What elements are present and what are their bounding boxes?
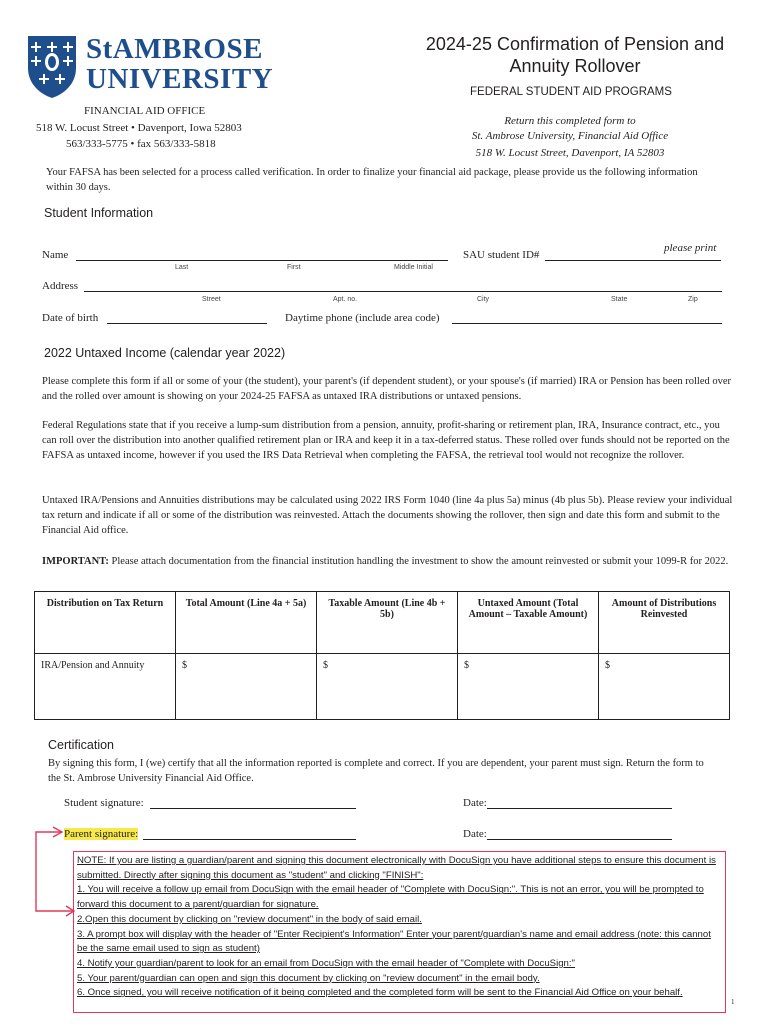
street-caption: Street (202, 296, 221, 303)
note-step-6: 6. Once signed, you will receive notification of it being completed and the completed form will be sent to the Financial Aid Office on your behalf. (77, 987, 683, 999)
docusign-note-box (73, 851, 726, 1013)
student-date-label: Date: (463, 797, 487, 809)
intro-text: Your FAFSA has been selected for a process called verification. In order to finalize your financial aid package, please provide us the following information within 30 days. (46, 167, 698, 193)
note-step-3: 3. A prompt box will display with the header of "Enter Recipient's Information" Enter your parent/guardian's name and email address (note: this cannot be the same email used to sign as student) (77, 928, 711, 955)
phone-label: Daytime phone (include area code) (285, 312, 440, 324)
parent-date-field[interactable] (487, 826, 672, 840)
please-print-note: please print (664, 242, 717, 254)
taxable-amount-cell[interactable]: $ (317, 654, 458, 720)
important-text: Please attach documentation from the financial institution handling the investment to show the amount reinvested or submit your 1099-R for 2022. (108, 556, 729, 567)
untaxed-paragraph-3: Untaxed IRA/Pensions and Annuities distributions may be calculated using 2022 IRS Form 1040 (line 4a plus 5a) minus (4b plus 5b). Please review your individual tax return and indicate if all or some of the distribution was reinvested. Attach the documents showing the rollover, then sign and date this form and submit to the Financial Aid office. (42, 495, 733, 536)
dob-field[interactable] (107, 309, 267, 324)
note-step-5: 5. Your parent/guardian can open and sign this document by clicking on "review document" in the email body. (77, 972, 540, 984)
untaxed-heading: 2022 Untaxed Income (calendar year 2022) (44, 346, 286, 360)
reinvested-amount-cell[interactable]: $ (599, 654, 730, 720)
office-name: FINANCIAL AID OFFICE (84, 105, 206, 117)
address-label: Address (42, 280, 79, 292)
apt-caption: Apt. no. (333, 296, 358, 303)
state-caption: State (611, 296, 628, 303)
header-total-amount: Total Amount (Line 4a + 5a) (176, 592, 317, 654)
city-caption: City (477, 296, 490, 303)
return-line-1: Return this completed form to (504, 115, 636, 127)
name-label: Name (42, 249, 69, 261)
certification-text: By signing this form, I (we) certify that all the information reported is complete and correct. If you are dependent, your parent must sign. Return the form to the St. Ambrose University Financial Aid Office. (48, 758, 704, 784)
page-number: 1 (731, 998, 735, 1006)
office-address: 518 W. Locust Street • Davenport, Iowa 52803 (36, 122, 242, 134)
sau-id-field[interactable] (545, 246, 721, 261)
student-signature-label: Student signature: (64, 797, 144, 809)
logo-text-top: StAMBROSE (86, 33, 263, 65)
middle-caption: Middle Initial (394, 264, 433, 271)
logo-text-bottom: UNIVERSITY (86, 63, 274, 95)
note-step-1: 1. You will receive a follow up email from DocuSign with the email header of "Complete with DocuSign:". This is not an error, you will be prompted to forward this document to a parent/guardian for signature. (77, 884, 704, 911)
student-signature-field[interactable] (150, 795, 356, 809)
university-logo (26, 33, 274, 100)
certification-heading: Certification (48, 738, 114, 752)
note-step-4: 4. Notify your guardian/parent to look for an email from DocuSign with the email header of "Complete with DocuSign:" (77, 957, 575, 969)
office-phone: 563/333-5775 • fax 563/333-5818 (66, 138, 216, 150)
header-distribution: Distribution on Tax Return (35, 592, 176, 654)
last-caption: Last (175, 264, 189, 271)
distribution-table (34, 591, 730, 720)
student-date-field[interactable] (487, 795, 672, 809)
parent-signature-field[interactable] (143, 826, 356, 840)
table-header-row (35, 592, 730, 654)
header-reinvested: Amount of Distributions Reinvested (599, 592, 730, 654)
header-taxable-amount: Taxable Amount (Line 4b + 5b) (317, 592, 458, 654)
student-info-heading: Student Information (44, 206, 154, 220)
return-line-2: St. Ambrose University, Financial Aid Office (471, 130, 669, 142)
sau-id-label: SAU student ID# (463, 249, 540, 261)
note-step-2: 2.Open this document by clicking on "review document" in the body of said email. (77, 913, 422, 925)
parent-signature-label: Parent signature: (64, 828, 139, 840)
first-caption: First (287, 264, 301, 271)
program-heading: FEDERAL STUDENT AID PROGRAMS (470, 86, 672, 98)
untaxed-paragraph-2: Federal Regulations state that if you receive a lump-sum distribution from a pension, annuity, profit-sharing or retirement plan, IRA, Insurance contract, etc., you can roll over the distribution into another qualified retirement plan or IRA and keep it in a tax-deferred status. These rolled over funds should not be reported on the FAFSA as untaxed income, however if you used the IRS Data Retrieval when completing the FAFSA, the retrieval tool would not recognize the rollover. (42, 420, 730, 461)
address-field[interactable] (84, 277, 722, 292)
return-line-3: 518 W. Locust Street, Davenport, IA 52803 (475, 147, 665, 159)
name-field[interactable] (76, 246, 448, 261)
total-amount-cell[interactable]: $ (176, 654, 317, 720)
important-note (42, 554, 732, 569)
shield-crest-icon (26, 34, 78, 100)
untaxed-amount-cell[interactable]: $ (458, 654, 599, 720)
parent-date-label: Date: (463, 828, 487, 840)
form-title: 2024-25 Confirmation of Pension and Annuity Rollover (425, 34, 725, 76)
important-label: IMPORTANT: (42, 556, 109, 567)
zip-caption: Zip (688, 296, 698, 303)
untaxed-paragraph-1: Please complete this form if all or some of your (the student), your parent's (if dependent student), or your spouse's (if married) IRA or Pension has been rolled over and the rolled over amount is showing on your 2024-25 FAFSA as untaxed IRA distributions or untaxed pensions. (42, 376, 732, 402)
connector-arrow-icon (26, 822, 76, 922)
note-intro: NOTE: If you are listing a guardian/parent and signing this document electronically with DocuSign you have additional steps to ensure this document is submitted. Directly after signing this document as "student" and clicking "FINISH": (77, 855, 716, 881)
phone-field[interactable] (452, 309, 722, 324)
row-label-ira-pension: IRA/Pension and Annuity (35, 654, 176, 720)
table-row (35, 654, 730, 720)
header-untaxed-amount: Untaxed Amount (Total Amount – Taxable Amount) (458, 592, 599, 654)
dob-label: Date of birth (42, 312, 99, 324)
